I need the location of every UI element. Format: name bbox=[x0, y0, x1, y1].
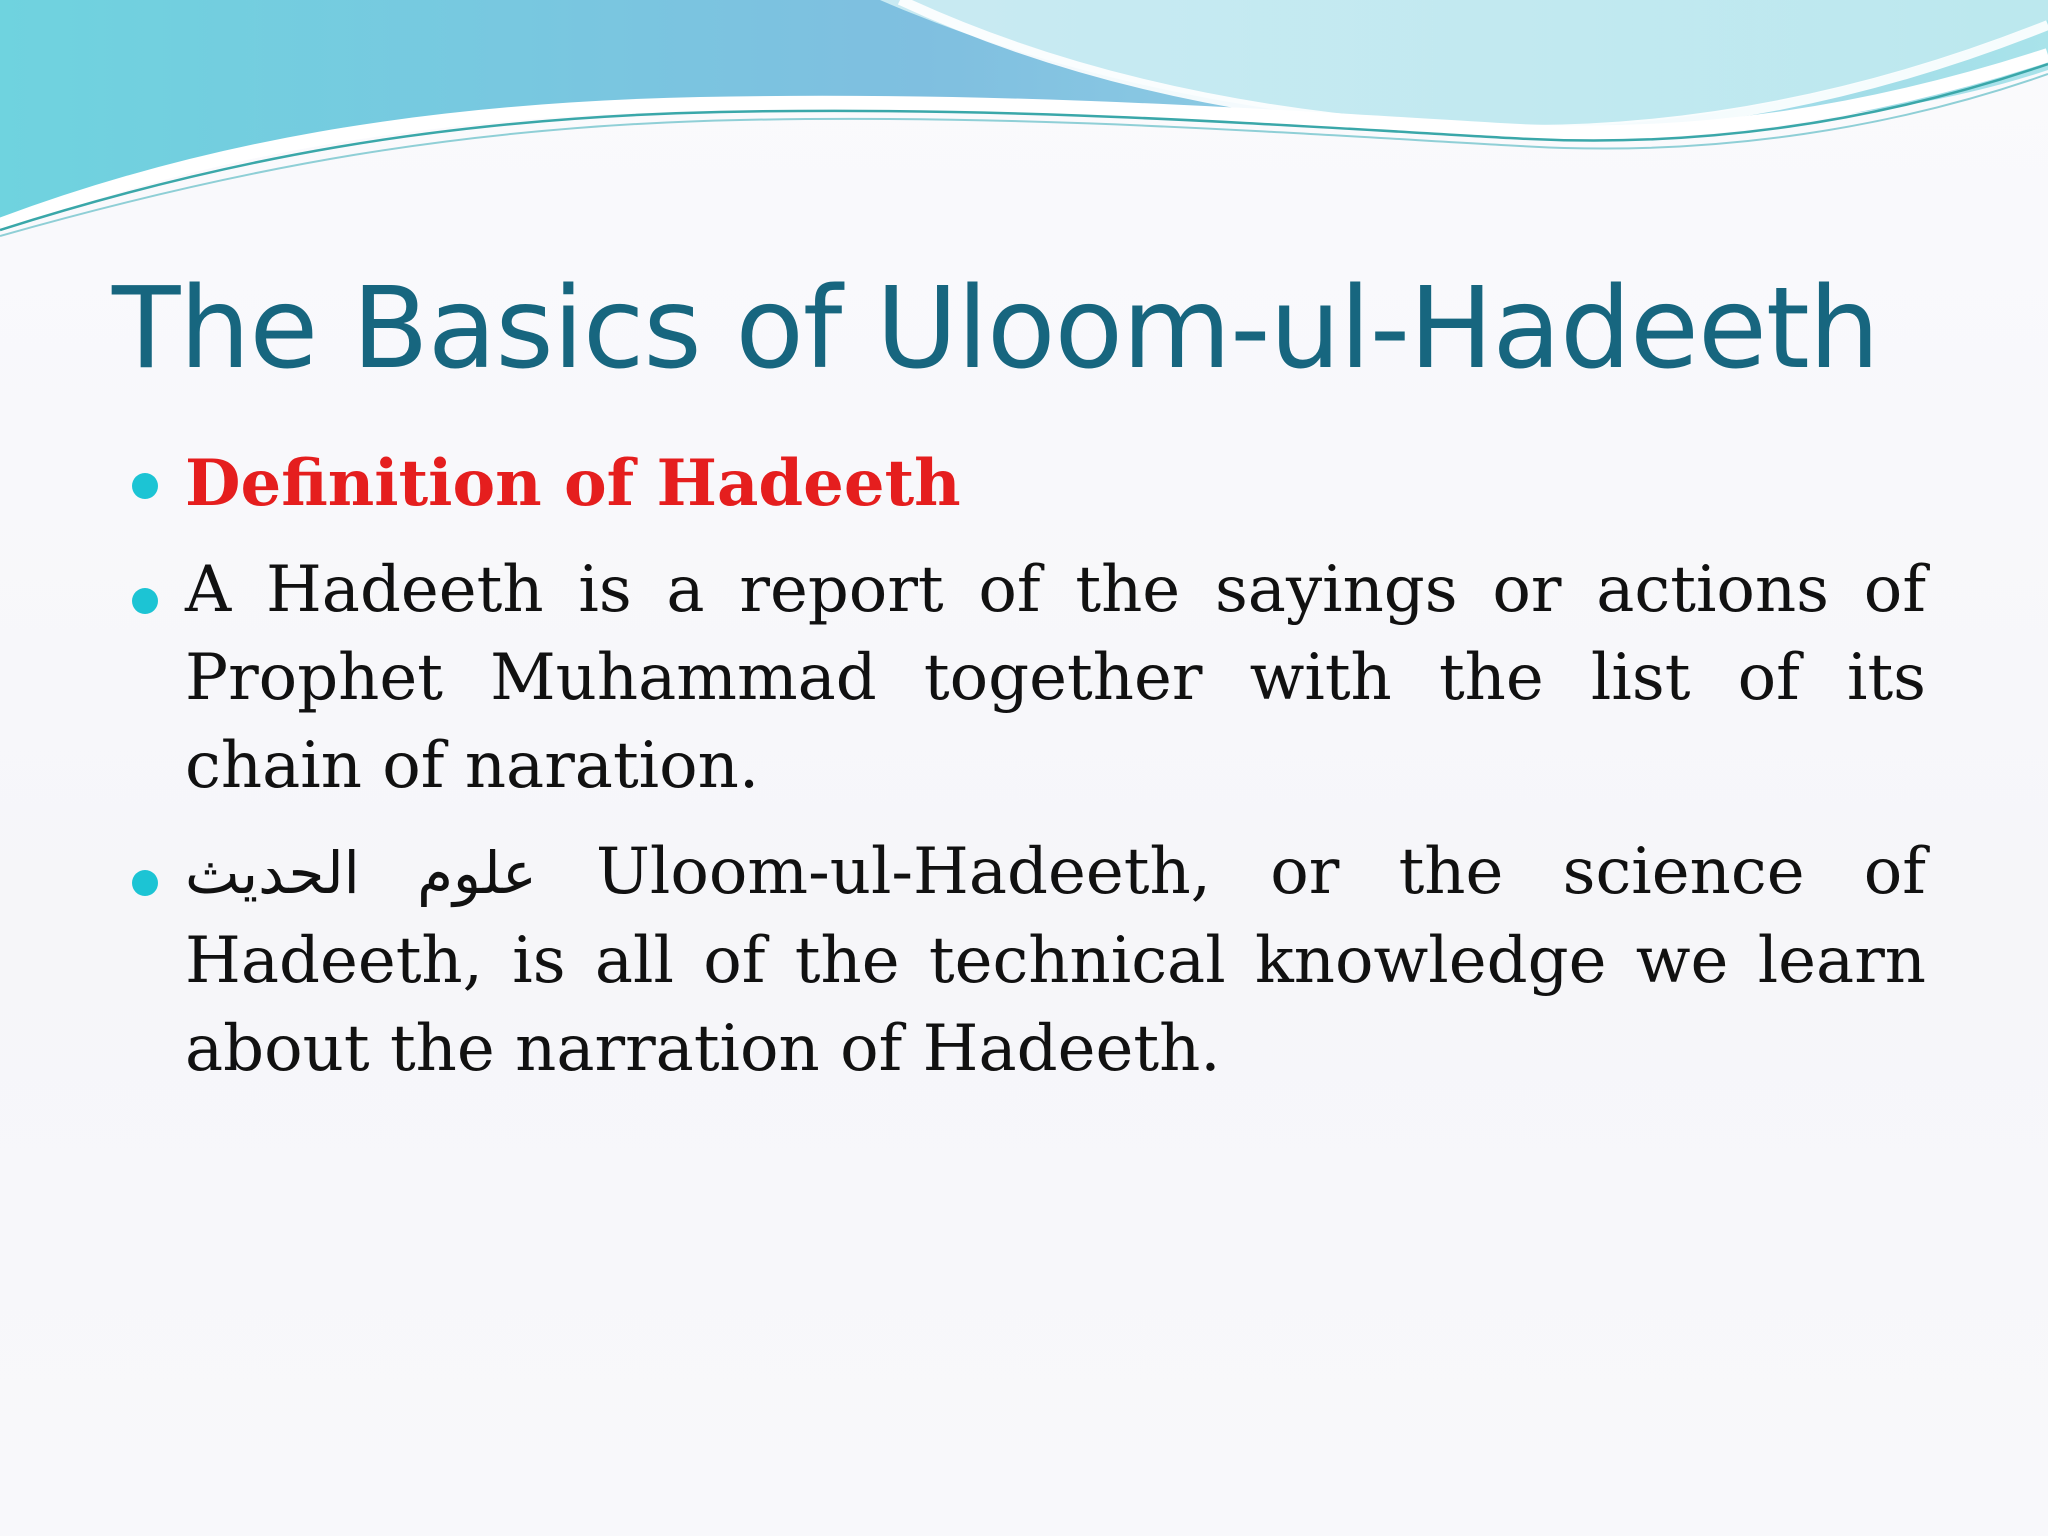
bullet-dot-icon bbox=[132, 588, 158, 614]
uloom-definition-paragraph bbox=[185, 828, 1926, 1093]
bullet-dot-icon bbox=[132, 870, 158, 896]
bullet-item-uloom-definition bbox=[130, 828, 1926, 1093]
slide-title: The Basics of Uloom-ul-Hadeeth bbox=[112, 264, 1879, 394]
hadeeth-definition-text: A Hadeeth is a report of the sayings or actions of Prophet Muhammad together with the list of its chain of naration. bbox=[185, 553, 1926, 803]
uloom-definition-text: Uloom-ul-Hadeeth, or the science of Hadeeth, is all of the technical knowledge we learn about the narration of Hadeeth. bbox=[185, 835, 1926, 1086]
header-wave-decoration bbox=[0, 0, 2048, 240]
definition-heading: Definition of Hadeeth bbox=[185, 446, 961, 521]
bullet-item-definition-heading bbox=[130, 440, 1926, 528]
bullet-dot-icon bbox=[132, 473, 158, 499]
bullet-item-hadeeth-definition bbox=[130, 546, 1926, 810]
arabic-term: علوم الحديث bbox=[185, 839, 537, 907]
bullet-list bbox=[130, 440, 1926, 1111]
